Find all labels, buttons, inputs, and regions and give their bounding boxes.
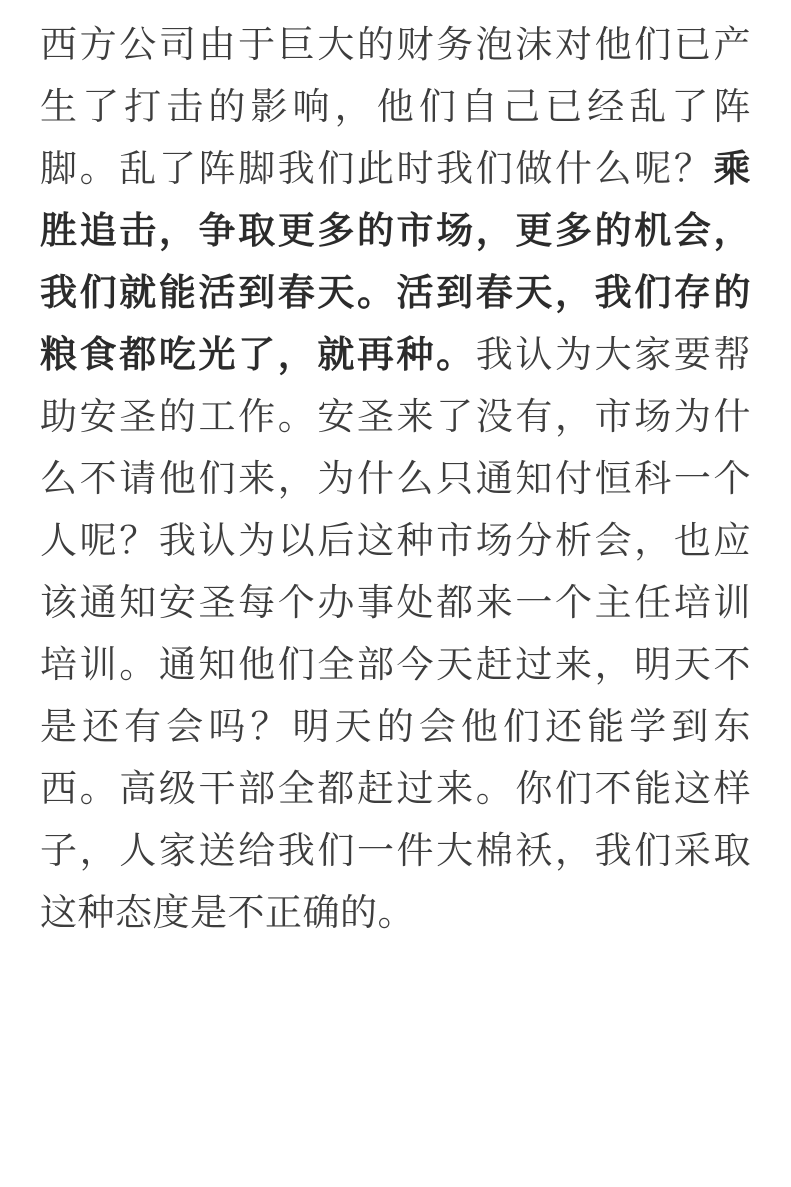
paragraph-segment-normal-1: 西方公司由于巨大的财务泡沫对他们已产生了打击的影响，他们自己已经乱了阵脚。乱了阵脚我们此时我们做什么呢？ <box>40 24 751 189</box>
article-body <box>40 14 751 944</box>
paragraph-segment-normal-2: 我认为大家要帮助安圣的工作。安圣来了没有，市场为什么不请他们来，为什么只通知付恒科一个人呢？我认为以后这种市场分析会，也应该通知安圣每个办事处都来一个主任培训培训。通知他们全部今天赶过来，明天不是还有会吗？明天的会他们还能学到东西。高级干部全都赶过来。你们不能这样子，人家送给我们一件大棉袄，我们采取这种态度是不正确的。 <box>40 334 752 933</box>
paragraph-segment-bold: 乘胜追击，争取更多的市场，更多的机会，我们就能活到春天。活到春天，我们存的粮食都吃光了，就再种。 <box>40 148 751 375</box>
